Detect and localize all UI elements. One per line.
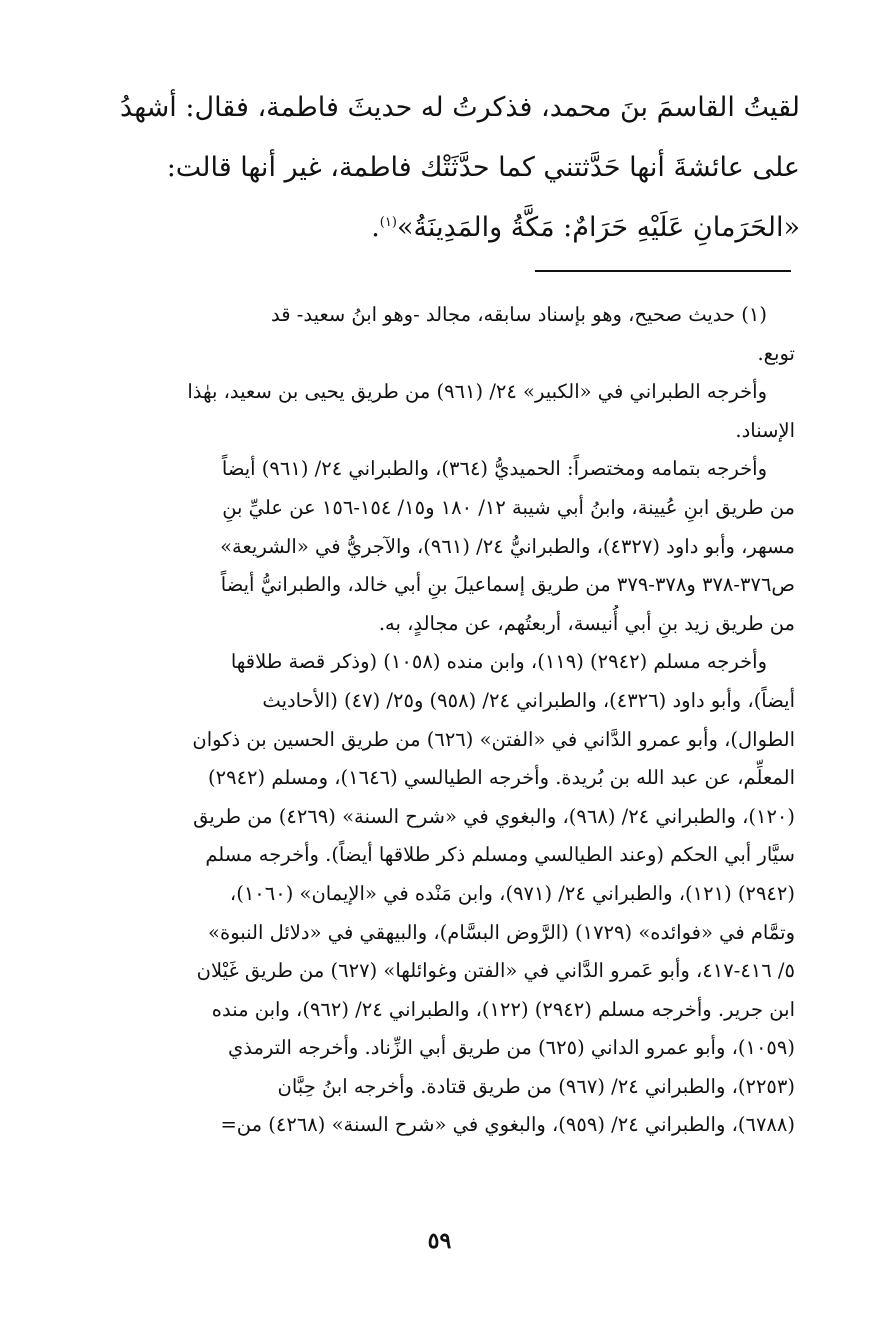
footnote-line: (٦٧٨٨)، والطبراني ٢٤/ (٩٥٩)، والبغوي في «شرح السنة» (٤٢٦٨) من=: [220, 1113, 795, 1137]
footnote-line: (٢٢٥٣)، والطبراني ٢٤/ (٩٦٧) من طريق قتادة. وأخرجه ابنُ حِبَّان: [277, 1074, 795, 1098]
footnote-line: مسهر، وأبو داود (٤٣٢٧)، والطبرانيُّ ٢٤/ (٩٦١)، والآجريُّ في «الشريعة»: [220, 534, 795, 558]
footnote-line: سيَّار أبي الحكم (وعند الطيالسي ومسلم ذكر طلاقها أيضاً). وأخرجه مسلم: [205, 843, 795, 867]
main-text-line: على عائشةَ أنها حَدَّثتني كما حدَّثَتْك فاطمة، غير أنها قالت:: [166, 152, 800, 183]
footnote-line: (١) حديث صحيح، وهو بإسناد سابقه، مجالد -وهو ابنُ سعيد- قد: [271, 303, 767, 326]
main-text-line: «الحَرَمانِ عَلَيْهِ حَرَامٌ: مَكَّةُ والمَدِينَةُ»$^{(١)}$.: [371, 212, 800, 243]
footnote-line: وأخرجه الطبراني في «الكبير» ٢٤/ (٩٦١) من طريق يحيى بن سعيد، بهٰذا: [187, 380, 767, 404]
page-number: ٥٩: [427, 1228, 452, 1254]
quote-text: «الحَرَمانِ عَلَيْهِ حَرَامٌ: مَكَّةُ والمَدِينَةُ»: [396, 212, 800, 243]
footnote-line: ص٣٧٦-٣٧٨ و٣٧٨-٣٧٩ من طريق إسماعيلَ بنِ أبي خالد، والطبرانيُّ أيضاً: [220, 573, 795, 597]
footnote-line: الطوال)، وأبو عمرو الدَّاني في «الفتن» (٦٢٦) من طريق الحسين بن ذكوان: [192, 727, 795, 751]
footnote-line: وأخرجه بتمامه ومختصراً: الحميديُّ (٣٦٤)، والطبراني ٢٤/ (٩٦١) أيضاً: [221, 457, 767, 481]
footnote-line: (١٢٠)، والطبراني ٢٤/ (٩٦٨)، والبغوي في «شرح السنة» (٤٢٦٩) من طريق: [193, 804, 795, 828]
footnote-line: من طريق زيد بنِ أبي أُنيسة، أربعتُهم، عن مجالدٍ، به.: [378, 611, 795, 635]
footnote-line: الإسناد.: [735, 418, 795, 442]
footnotes-block: [90, 296, 795, 1145]
footnote-line: ٥/ ٤١٦-٤١٧، وأبو عَمرو الدَّاني في «الفتن وغوائلها» (٦٢٧) من طريق غَيْلان: [196, 959, 795, 983]
footnote-marker: (١): [379, 215, 397, 230]
footnote-line: توبع.: [757, 341, 795, 365]
footnote-line: (١٠٥٩)، وأبو عمرو الداني (٦٢٥) من طريق أبي الزِّناد. وأخرجه الترمذي: [228, 1036, 795, 1060]
footnote-separator: [535, 270, 791, 272]
footnote-line: ابن جرير. وأخرجه مسلم (٢٩٤٢) (١٢٢)، والطبراني ٢٤/ (٩٦٢)، وابن منده: [211, 997, 795, 1021]
footnote-line: المعلِّم، عن عبد الله بن بُريدة. وأخرجه الطيالسي (١٦٤٦)، ومسلم (٢٩٤٢): [208, 766, 795, 790]
footnote-line: وأخرجه مسلم (٢٩٤٢) (١١٩)، وابن منده (١٠٥٨) (وذكر قصة طلاقها: [230, 650, 767, 674]
footnote-line: من طريق ابنِ عُيينة، وابنُ أبي شيبة ١٢/ ١٨٠ و١٥/ ١٥٤-١٥٦ عن عليِّ بنِ: [222, 495, 795, 519]
main-text-block: [78, 78, 800, 258]
main-text-line: لقيتُ القاسمَ بنَ محمد، فذكرتُ له حديثَ فاطمة، فقال: أشهدُ: [120, 92, 800, 123]
footnote-line: أيضاً)، وأبو داود (٤٣٢٦)، والطبراني ٢٤/ (٩٥٨) و٢٥/ (٤٧) (الأحاديث: [262, 688, 795, 712]
footnote-line: وتمَّام في «فوائده» (١٧٢٩) (الرَّوض البسَّام)، والبيهقي في «دلائل النبوة»: [208, 920, 795, 944]
footnote-line: (٢٩٤٢) (١٢١)، والطبراني ٢٤/ (٩٧١)، وابن مَنْده في «الإيمان» (١٠٦٠)،: [229, 881, 795, 905]
